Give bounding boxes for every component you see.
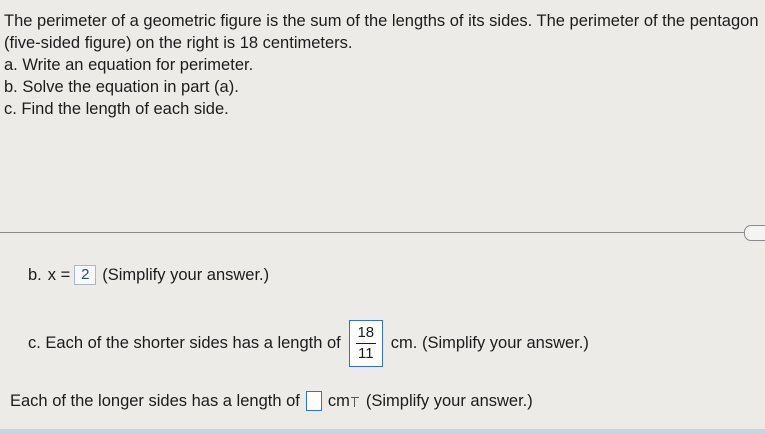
answer-b-variable: x = — [47, 265, 71, 284]
fraction-numerator: 18 — [357, 323, 375, 341]
answer-c-prefix: c. Each of the shorter sides has a length of — [28, 333, 341, 352]
problem-intro: The perimeter of a geometric figure is the sum of the lengths of its sides. The perimeter of the pentagon (five-sided figure) on the right is 18 centimeters. — [4, 12, 759, 52]
part-a-instruction: a. Write an equation for perimeter. — [4, 56, 254, 74]
fraction-bar — [356, 343, 376, 344]
answer-b-label: b. — [28, 265, 42, 284]
part-b-instruction: b. Solve the equation in part (a). — [4, 78, 239, 96]
problem-statement — [4, 10, 760, 120]
divider-drag-handle[interactable] — [744, 225, 765, 241]
answer-b-row — [28, 263, 269, 287]
answer-longer-input-field[interactable] — [306, 391, 322, 411]
answer-longer-hint: (Simplify your answer.) — [365, 391, 533, 410]
answer-longer-prefix: Each of the longer sides has a length of — [10, 391, 300, 410]
answer-longer-unit: cm — [327, 391, 350, 410]
part-c-instruction: c. Find the length of each side. — [4, 100, 229, 118]
text-cursor-icon — [350, 397, 360, 409]
section-divider — [0, 232, 752, 233]
answer-b-value-field[interactable]: 2 — [74, 265, 96, 285]
answer-c-fraction-field[interactable] — [349, 320, 383, 367]
answer-b-hint: (Simplify your answer.) — [102, 265, 270, 284]
answer-c-row — [28, 318, 589, 368]
fraction-denominator: 11 — [357, 344, 374, 362]
answer-longer-row — [10, 388, 533, 414]
bottom-toolbar-edge — [0, 429, 765, 434]
answer-c-suffix: cm. (Simplify your answer.) — [390, 333, 589, 352]
